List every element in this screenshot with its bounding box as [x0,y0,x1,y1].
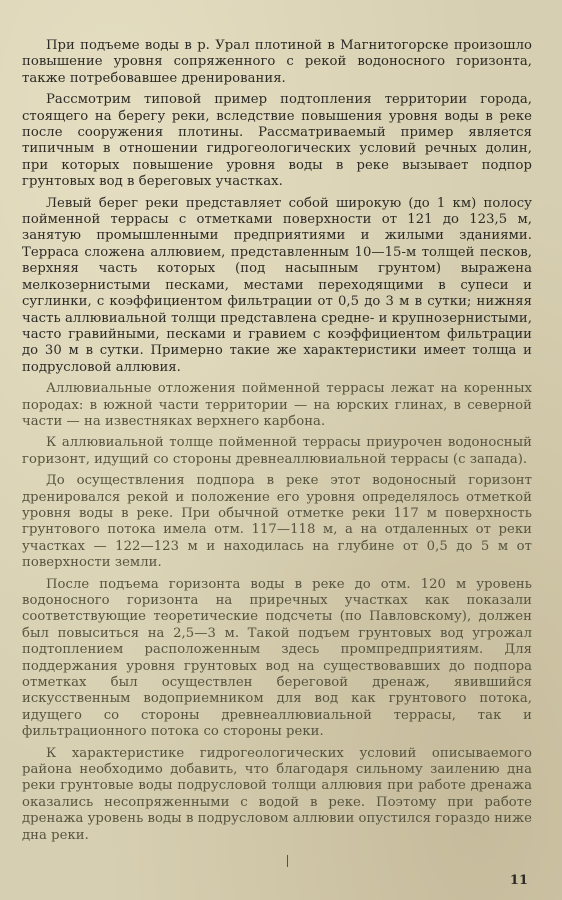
page-body [22,38,532,849]
paragraph-7: После подъема горизонта воды в реке до отм. 120 м уровень водоносного горизонта на приречных участках как показали соответствующие теоретические подсчеты (по Павловскому), должен был повыситься на 2,5—3 м. Такой подъем грунтовых вод угрожал подтоплением расположенным здесь промпредприятиям. Для поддержания уровня грунтовых вод на существовавших до подпора отметках был осуществлен береговой дренаж, явившийся искусственным водоприемником для вод как грунтового потока, идущего со стороны древнеаллювиальной террасы, так и фильтрационного потока со стороны реки. [22,576,532,740]
paragraph-2: Рассмотрим типовой пример подтопления территории города, стоящего на берегу реки, вследствие повышения уровня воды в реке после сооружения плотины. Рассматриваемый пример является типичным в отношении гидрогеологических условий речных долин, при которых повышение уровня воды в реке вызывает подпор грунтовых вод в береговых участках. [22,92,532,190]
paragraph-6: До осуществления подпора в реке этот водоносный горизонт дренировался рекой и положение его уровня определялось отметкой уровня воды в реке. При обычной отметке реки 117 м поверхность грунтового потока имела отм. 117—118 м, а на отдаленных от реки участках — 122—123 м и находилась на глубине от 0,5 до 5 м от поверхности земли. [22,473,532,571]
paragraph-5: К аллювиальной толще пойменной террасы приурочен водоносный горизонт, идущий со стороны древнеаллювиальной террасы (с запада). [22,435,532,467]
paragraph-1: При подъеме воды в р. Урал плотиной в Магнитогорске произошло повышение уровня сопряженного с рекой водоносного горизонта, также потребовавшее дренирования. [22,38,532,86]
page-number: 11 [509,873,528,888]
paragraph-8: К характеристике гидрогеологических условий описываемого района необходимо добавить, что благодаря сильному заилению дна реки грунтовые воды подрусловой толщи аллювия при работе дренажа оказались несопряженными с водой в реке. Поэтому при работе дренажа уровень воды в подрусловом аллювии опустился гораздо ниже дна реки. [22,745,532,843]
stray-print-mark [287,855,288,867]
paragraph-3: Левый берег реки представляет собой широкую (до 1 км) полосу пойменной террасы с отметками поверхности от 121 до 123,5 м, занятую промышленными предприятиями и жилыми зданиями. Терраса сложена аллювием, представленным 10—15-м толщей песков, верхняя часть которых (под насыпным грунтом) выражена мелкозернистыми песками, местами переходящими в супеси и суглинки, с коэффициентом фильтрации от 0,5 до 3 м в сутки; нижняя часть аллювиальной толщи представлена средне- и крупнозернистыми, часто гравийными, песками и гравием с коэффициентом фильтрации до 30 м в сутки. Примерно такие же характеристики имеет толща и подрусловой аллювия. [22,195,532,375]
paragraph-4: Аллювиальные отложения пойменной террасы лежат на коренных породах: в южной части территории — на юрских глинах, в северной части — на известняках верхнего карбона. [22,381,532,429]
